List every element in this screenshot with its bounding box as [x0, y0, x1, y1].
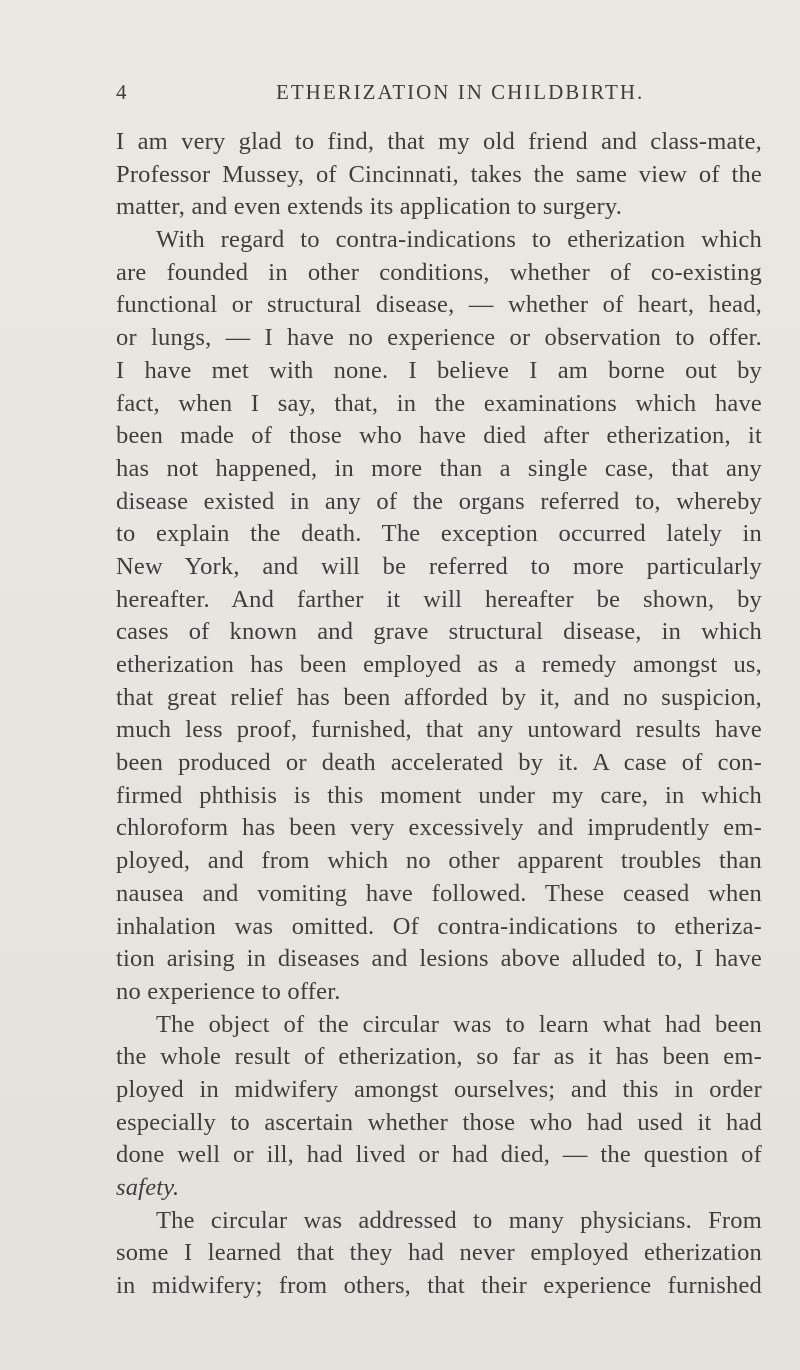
text-line: Professor Mussey, of Cincinnati, takes the same view of the	[116, 160, 762, 188]
text-line: The circular was addressed to many physicians. From	[156, 1206, 762, 1234]
body-text	[116, 126, 762, 1303]
text-line: much less proof, furnished, that any untoward results have	[116, 716, 762, 744]
text-line: the whole result of etherization, so far as it has been em-	[116, 1043, 762, 1071]
text-line: especially to ascertain whether those who had used it had	[116, 1108, 762, 1136]
text-line: some I learned that they had never employed etherization	[116, 1239, 762, 1267]
text-line: disease existed in any of the organs referred to, whereby	[116, 487, 762, 515]
text-line: to explain the death. The exception occurred lately in	[116, 520, 762, 548]
text-line: are founded in other conditions, whether of co-existing	[116, 258, 762, 286]
text-line: ployed, and from which no other apparent troubles than	[116, 847, 762, 875]
text-line: The object of the circular was to learn what had been	[156, 1010, 762, 1038]
text-line: that great relief has been afforded by it, and no suspicion,	[116, 683, 762, 711]
text-line: I am very glad to find, that my old friend and class-mate,	[116, 128, 762, 155]
text-line: no experience to offer.	[116, 977, 341, 1005]
text-line: tion arising in diseases and lesions above alluded to, I have	[116, 945, 762, 973]
text-line: functional or structural disease, — whether of heart, head,	[116, 291, 762, 319]
text-line: hereafter. And farther it will hereafter be shown, by	[116, 585, 762, 613]
text-line: safety.	[116, 1174, 180, 1201]
text-line: ployed in midwifery amongst ourselves; and this in order	[116, 1075, 762, 1103]
running-head: ETHERIZATION IN CHILDBIRTH.	[276, 80, 645, 104]
text-line: chloroform has been very excessively and imprudently em-	[116, 814, 762, 842]
text-line: done well or ill, had lived or had died, — the question of	[116, 1141, 762, 1169]
text-line: inhalation was omitted. Of contra-indications to etheriza-	[116, 912, 762, 940]
text-line: cases of known and grave structural disease, in which	[116, 618, 762, 646]
text-line: been made of those who have died after etherization, it	[116, 422, 762, 450]
text-line: or lungs, — I have no experience or observation to offer.	[116, 324, 762, 352]
text-line: I have met with none. I believe I am borne out by	[116, 356, 762, 384]
text-line: With regard to contra-indications to etherization which	[156, 226, 762, 254]
page-number: 4	[116, 80, 129, 104]
text-line: fact, when I say, that, in the examinations which have	[116, 389, 762, 417]
text-line: New York, and will be referred to more particularly	[116, 552, 762, 580]
text-line: etherization has been employed as a remedy amongst us,	[116, 651, 762, 678]
text-line: firmed phthisis is this moment under my care, in which	[116, 781, 762, 809]
text-line: matter, and even extends its application to surgery.	[116, 193, 623, 221]
text-line: nausea and vomiting have followed. These ceased when	[116, 879, 762, 907]
text-line: has not happened, in more than a single case, that any	[116, 454, 762, 482]
text-line: in midwifery; from others, that their experience furnished	[116, 1272, 762, 1300]
text-line: been produced or death accelerated by it. A case of con-	[116, 749, 762, 777]
page-header	[116, 80, 762, 110]
